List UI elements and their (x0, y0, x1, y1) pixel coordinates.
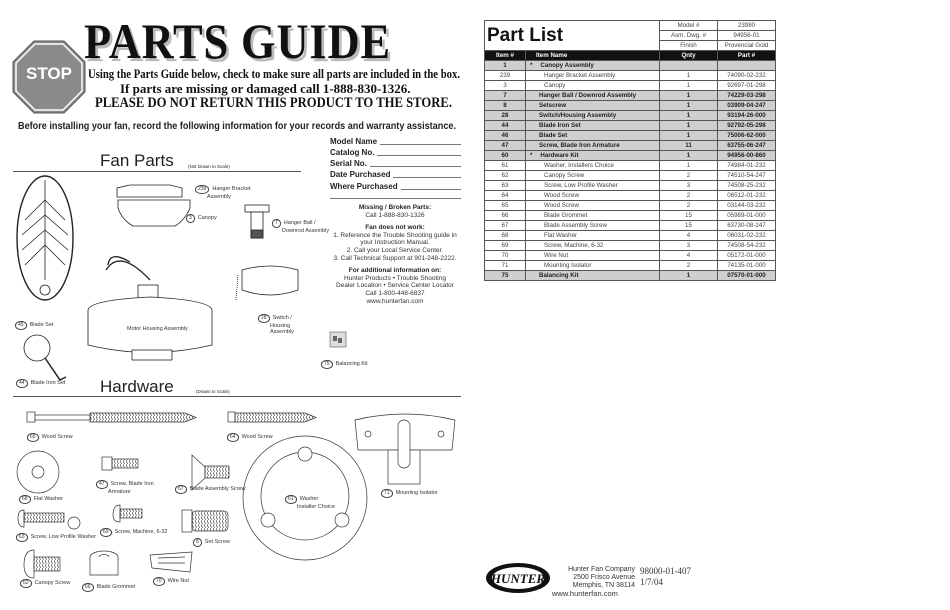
cell-item: 65 (485, 201, 526, 211)
table-row (485, 211, 776, 221)
cell-part: 05989-01-000 (718, 211, 776, 221)
company-website[interactable]: www.hunterfan.com (552, 589, 618, 598)
table-row (485, 201, 776, 211)
cell-part: 94956-00-860 (718, 151, 776, 161)
cell-qty: 1 (660, 131, 718, 141)
table-row (485, 141, 776, 151)
blade-grommet-illustration (90, 551, 118, 575)
support-info: Missing / Broken Parts: Call 1-888-830-1326 Fan does not work: 1. Reference the Trouble Shooting guide in your Instruction Manual. 2. Call your Local Service Center. 3. Call Technical Support at 901-248-2222. For additional information on: Hunter Products • Trouble Shooting Dealer Location • Service Center Locator Call 1-800-448-6837 www.hunterfan.com (333, 204, 457, 305)
cell-qty: 1 (660, 101, 718, 111)
wire-nut-illustration (150, 552, 192, 572)
cell-item: 1 (485, 61, 526, 71)
document-number: 98000-01-407 1/7/04 (640, 566, 691, 587)
cell-qty: 4 (660, 251, 718, 261)
cell-name: Switch/Housing Assembly (526, 111, 660, 121)
cell-item: 68 (485, 231, 526, 241)
cell-part: 06031-02-232 (718, 231, 776, 241)
cell-item: 70 (485, 251, 526, 261)
star-marker: * (530, 62, 533, 69)
cell-name: * Canopy Assembly (526, 61, 660, 71)
cell-part: 74508-54-232 (718, 241, 776, 251)
model-name-field[interactable]: Model Name (330, 137, 461, 146)
table-row (485, 61, 776, 71)
cell-item: 46 (485, 131, 526, 141)
downrod-illustration (245, 205, 269, 238)
cell-name: Screw, Blade Iron Armature (526, 141, 660, 151)
hunter-logo (485, 561, 553, 597)
cell-qty: 15 (660, 221, 718, 231)
cell-qty: 1 (660, 161, 718, 171)
cell-name: Balancing Kit (526, 271, 660, 281)
cell-name: Mounting Isolator (526, 261, 660, 271)
fan-parts-drawings (0, 170, 320, 390)
table-row (485, 161, 776, 171)
label-hanger-bracket: 239 Hanger Bracket Assembly (195, 185, 251, 200)
page-title: PARTS GUIDE (84, 13, 391, 69)
hardware-heading: Hardware (100, 377, 174, 396)
cell-qty: 2 (660, 171, 718, 181)
finish-value: Provencial Gold (718, 41, 776, 51)
cell-qty: 1 (660, 81, 718, 91)
switch-housing-illustration (236, 266, 298, 300)
cell-qty: 1 (660, 121, 718, 131)
cell-name: Wood Screw (526, 201, 660, 211)
flat-washer-illustration (17, 451, 59, 493)
cell-item: 7 (485, 91, 526, 101)
cell-part: 74984-01-232 (718, 161, 776, 171)
cell-qty: 1 (660, 111, 718, 121)
instruction-line-2: If parts are missing or damaged call 1-888-830-1326. (120, 81, 411, 96)
cell-item: 60 (485, 151, 526, 161)
serial-no-field[interactable]: Serial No. (330, 159, 461, 168)
cell-item: 63 (485, 181, 526, 191)
label-canopy-screw: 62 Canopy Screw (20, 579, 70, 588)
divider (13, 396, 461, 397)
label-wood-screw-65: 65 Wood Screw (27, 433, 73, 442)
fan-parts-note: (Not Drawn to Scale) (188, 164, 230, 169)
cell-item: 61 (485, 161, 526, 171)
cell-item: 75 (485, 271, 526, 281)
cell-part: 63730-08-247 (718, 221, 776, 231)
table-row (485, 121, 776, 131)
cell-qty: 1 (660, 71, 718, 81)
label-canopy: 3 Canopy (186, 214, 217, 223)
table-row (485, 221, 776, 231)
cell-name: Washer, Installers Choice (526, 161, 660, 171)
cell-item: 64 (485, 191, 526, 201)
mounting-isolator-illustration (355, 414, 455, 484)
cell-qty (660, 61, 718, 71)
table-row (485, 111, 776, 121)
part-list-title: Part List (485, 21, 660, 51)
cell-name: * Hardware Kit (526, 151, 660, 161)
cell-part: 63755-06-247 (718, 141, 776, 151)
cell-name: Flat Washer (526, 231, 660, 241)
instruction-line-1: Using the Parts Guide below, check to make sure all parts are included in the box. (88, 66, 460, 81)
model-value: 23980 (718, 21, 776, 31)
table-row (485, 261, 776, 271)
cell-qty: 4 (660, 231, 718, 241)
asm-value: 94956-01 (718, 31, 776, 41)
fan-parts-heading: Fan Parts (100, 151, 174, 170)
cell-part: 93194-26-000 (718, 111, 776, 121)
hardware-note: (Drawn to Scale) (196, 389, 230, 394)
finish-label: Finish (660, 41, 718, 51)
svg-text:HUNTER: HUNTER (490, 571, 546, 586)
cell-name: Canopy (526, 81, 660, 91)
cell-item: 3 (485, 81, 526, 91)
cell-item: 28 (485, 111, 526, 121)
cell-qty: 1 (660, 151, 718, 161)
balancing-kit-icon (328, 330, 348, 350)
label-wood-screw-64: 64 Wood Screw (227, 433, 273, 442)
cell-qty: 15 (660, 211, 718, 221)
wood-screw-65-illustration (27, 412, 196, 422)
cell-item: 69 (485, 241, 526, 251)
label-mounting-isolator: 71 Mounting Isolator (381, 489, 438, 498)
label-flat-washer: 68 Flat Washer (19, 495, 63, 504)
model-label: Model # (660, 21, 718, 31)
cell-name: Wire Nut (526, 251, 660, 261)
company-address: Hunter Fan Company 2500 Frisco Avenue Memphis, TN 38114 (568, 566, 635, 589)
cell-name: Hanger Ball / Downrod Assembly (526, 91, 660, 101)
label-balancing-kit: 75 Balancing Kit (321, 360, 368, 369)
table-row (485, 71, 776, 81)
table-header: Item # Item Name Qnty Part # (485, 51, 776, 61)
cell-item: 8 (485, 101, 526, 111)
label-motor-housing: Motor Housing Assembly (127, 326, 188, 332)
hardware-drawings (0, 400, 470, 605)
label-machine-screw: 69 Screw, Machine, 6-32 (100, 528, 167, 537)
canopy-illustration (118, 200, 190, 226)
label-switch-housing: 28 Switch / Housing Assembly (258, 314, 294, 336)
cell-item: 66 (485, 211, 526, 221)
cell-name: Blade Iron Set (526, 121, 660, 131)
cell-part: 74229-03-298 (718, 91, 776, 101)
cell-item: 71 (485, 261, 526, 271)
cell-part: 03909-04-247 (718, 101, 776, 111)
table-row (485, 231, 776, 241)
date-purchased-field[interactable]: Date Purchased (330, 170, 461, 179)
cell-item: 62 (485, 171, 526, 181)
table-row (485, 81, 776, 91)
cell-name: Screw, Machine, 6-32 (526, 241, 660, 251)
table-row (485, 91, 776, 101)
label-hanger-ball: 7 Hanger Ball / Downrod Assembly (272, 219, 329, 234)
record-instruction: Before installing your fan, record the following information for your records and warranty assistance. (18, 121, 456, 132)
table-row (485, 191, 776, 201)
table-row (485, 181, 776, 191)
cell-item: 67 (485, 221, 526, 231)
cell-part: 92792-05-298 (718, 121, 776, 131)
cell-qty: 11 (660, 141, 718, 151)
table-row (485, 271, 776, 281)
cell-part: 74090-02-232 (718, 71, 776, 81)
cell-qty: 3 (660, 241, 718, 251)
cell-part: 06512-01-232 (718, 191, 776, 201)
cell-name: Blade Assembly Screw (526, 221, 660, 231)
label-set-screw: 8 Set Screw (193, 538, 230, 547)
cell-qty: 1 (660, 91, 718, 101)
motor-housing-illustration (88, 257, 212, 360)
cell-item: 47 (485, 141, 526, 151)
stop-text: STOP (26, 64, 72, 83)
cell-qty: 3 (660, 181, 718, 191)
label-wire-nut: 70 Wire Nut (153, 577, 189, 586)
where-purchased-field[interactable]: Where Purchased (330, 182, 461, 191)
cell-part: 75006-62-000 (718, 131, 776, 141)
canopy-screw-illustration (24, 550, 60, 578)
cell-name: Screw, Low Profile Washer (526, 181, 660, 191)
cell-qty: 2 (660, 201, 718, 211)
label-blade-assembly-screw: 67 Blade Assembly Screw (175, 485, 246, 494)
table-row (485, 101, 776, 111)
catalog-no-field[interactable]: Catalog No. (330, 148, 461, 157)
cell-part (718, 61, 776, 71)
cell-name: Blade Grommet (526, 211, 660, 221)
machine-screw-illustration (113, 505, 142, 522)
label-blade-iron-set: 44 Blade Iron Set (16, 379, 65, 388)
label-blade-set: 45 Blade Set (15, 321, 53, 330)
part-list-table (484, 20, 776, 281)
cell-item: 44 (485, 121, 526, 131)
blade-iron-illustration (24, 335, 66, 380)
cell-name: Wood Screw (526, 191, 660, 201)
screw-blade-iron-illustration (102, 457, 138, 470)
instruction-line-3: PLEASE DO NOT RETURN THIS PRODUCT TO THE STORE. (95, 95, 452, 111)
cell-part: 07570-01-000 (718, 271, 776, 281)
cell-part: 03144-03-232 (718, 201, 776, 211)
table-row (485, 171, 776, 181)
star-marker: * (530, 152, 533, 159)
table-row (485, 251, 776, 261)
cell-qty: 2 (660, 261, 718, 271)
label-low-profile-screw: 63 Screw, Low Profile Washer (16, 533, 96, 542)
cell-name: Setscrew (526, 101, 660, 111)
cell-name: Blade Set (526, 131, 660, 141)
hanger-bracket-illustration (117, 185, 182, 197)
set-screw-illustration (182, 510, 228, 532)
asm-label: Asm. Dwg. # (660, 31, 718, 41)
blade-set-illustration (17, 176, 73, 300)
cell-part: 74510-54-247 (718, 171, 776, 181)
table-row (485, 131, 776, 141)
cell-name: Hanger Bracket Assembly (526, 71, 660, 81)
cell-item: 239 (485, 71, 526, 81)
label-blade-grommet: 66 Blade Grommet (82, 583, 135, 592)
cell-qty: 1 (660, 271, 718, 281)
cell-qty: 2 (660, 191, 718, 201)
wood-screw-64-illustration (228, 412, 316, 422)
cell-name: Canopy Screw (526, 171, 660, 181)
cell-part: 92697-01-298 (718, 81, 776, 91)
divider (330, 198, 461, 199)
low-profile-screw-illustration (18, 510, 80, 529)
cell-part: 74135-01-000 (718, 261, 776, 271)
table-row (485, 241, 776, 251)
table-row (485, 151, 776, 161)
cell-part: 74508-25-232 (718, 181, 776, 191)
label-screw-blade-iron: 47 Screw, Blade Iron Armature (96, 480, 154, 495)
label-installer-washer: 61 Washer Installer Choice (285, 495, 335, 510)
cell-part: 05172-01-000 (718, 251, 776, 261)
